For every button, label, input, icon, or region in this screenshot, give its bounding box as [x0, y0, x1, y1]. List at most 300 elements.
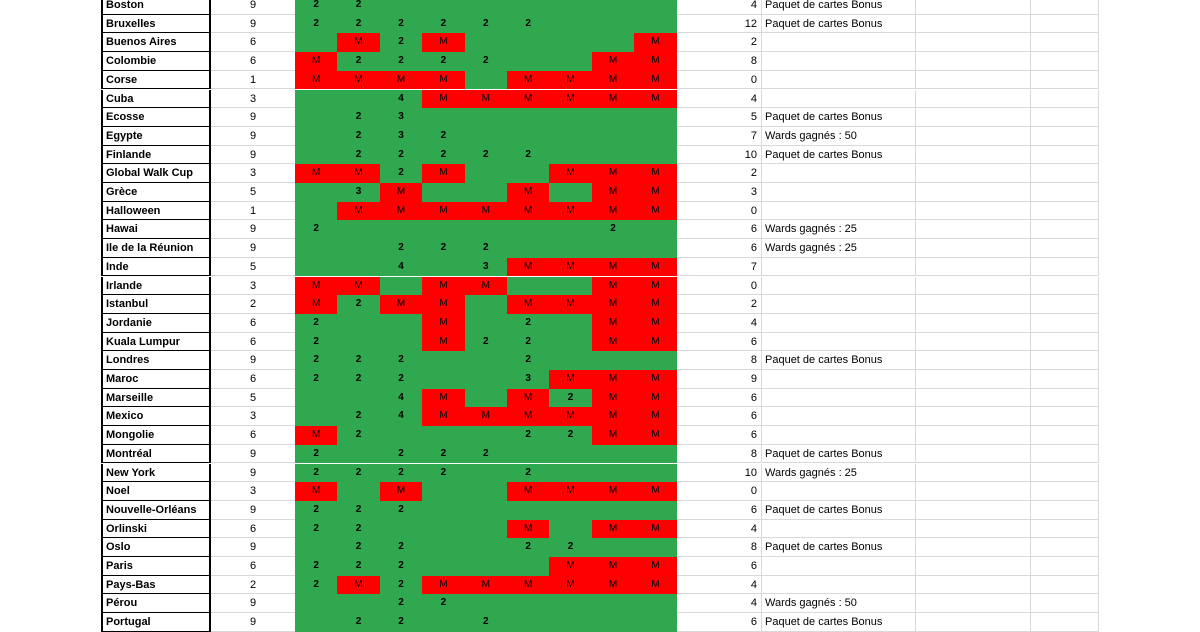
grid-cell-ok[interactable]: 2	[422, 464, 464, 483]
grid-cell-ok[interactable]	[592, 146, 634, 165]
grid-cell-ok[interactable]: 2	[507, 426, 549, 445]
reward-cell[interactable]: Paquet de cartes Bonus	[762, 351, 916, 370]
reward-cell[interactable]: Paquet de cartes Bonus	[762, 0, 916, 15]
empty-cell[interactable]	[1031, 258, 1099, 277]
reward-cell[interactable]	[762, 277, 916, 296]
country-name-cell[interactable]: Irlande	[101, 277, 211, 296]
grid-cell-missing[interactable]: M	[592, 482, 634, 501]
empty-cell[interactable]	[916, 239, 1031, 258]
grid-cell-ok[interactable]	[337, 239, 379, 258]
grid-cell-ok[interactable]	[295, 239, 337, 258]
reward-cell[interactable]: Wards gagnés : 25	[762, 220, 916, 239]
grid-cell-ok[interactable]	[634, 501, 676, 520]
grid-cell-missing[interactable]: M	[592, 426, 634, 445]
grid-cell-missing[interactable]: M	[295, 71, 337, 90]
grid-cell-ok[interactable]	[634, 0, 676, 15]
grid-cell-missing[interactable]: M	[592, 407, 634, 426]
grid-cell-ok[interactable]	[465, 220, 507, 239]
grid-cell-ok[interactable]	[295, 146, 337, 165]
grid-cell-missing[interactable]: M	[549, 576, 591, 595]
count-cell[interactable]: 9	[211, 220, 295, 239]
grid-cell-ok[interactable]	[549, 52, 591, 71]
grid-cell-ok[interactable]	[507, 52, 549, 71]
grid-cell-ok[interactable]	[507, 613, 549, 632]
grid-cell-missing[interactable]: M	[295, 482, 337, 501]
empty-cell[interactable]	[1031, 202, 1099, 221]
grid-cell-ok[interactable]	[380, 426, 422, 445]
grid-cell-missing[interactable]: M	[507, 202, 549, 221]
grid-cell-ok[interactable]	[465, 33, 507, 52]
grid-cell-ok[interactable]: 2	[380, 370, 422, 389]
grid-cell-missing[interactable]: M	[507, 71, 549, 90]
grid-cell-ok[interactable]	[465, 351, 507, 370]
grid-cell-ok[interactable]: 2	[380, 351, 422, 370]
total-cell[interactable]: 6	[677, 333, 762, 352]
count-cell[interactable]: 6	[211, 557, 295, 576]
empty-cell[interactable]	[916, 71, 1031, 90]
grid-cell-ok[interactable]: 2	[337, 370, 379, 389]
reward-cell[interactable]: Wards gagnés : 25	[762, 239, 916, 258]
empty-cell[interactable]	[916, 202, 1031, 221]
grid-cell-ok[interactable]: 2	[507, 333, 549, 352]
country-name-cell[interactable]: Mongolie	[101, 426, 211, 445]
empty-cell[interactable]	[1031, 389, 1099, 408]
grid-cell-missing[interactable]: M	[422, 407, 464, 426]
grid-cell-ok[interactable]: 2	[295, 314, 337, 333]
count-cell[interactable]: 3	[211, 482, 295, 501]
grid-cell-missing[interactable]: M	[295, 164, 337, 183]
country-name-cell[interactable]: Noel	[101, 482, 211, 501]
count-cell[interactable]: 5	[211, 258, 295, 277]
count-cell[interactable]: 3	[211, 277, 295, 296]
reward-cell[interactable]: Paquet de cartes Bonus	[762, 538, 916, 557]
empty-cell[interactable]	[916, 314, 1031, 333]
country-name-cell[interactable]: Jordanie	[101, 314, 211, 333]
country-name-cell[interactable]: Bruxelles	[101, 15, 211, 34]
grid-cell-missing[interactable]: M	[380, 183, 422, 202]
grid-cell-missing[interactable]: M	[592, 90, 634, 109]
empty-cell[interactable]	[916, 426, 1031, 445]
country-name-cell[interactable]: Londres	[101, 351, 211, 370]
grid-cell-ok[interactable]	[465, 557, 507, 576]
empty-cell[interactable]	[916, 108, 1031, 127]
grid-cell-ok[interactable]	[295, 108, 337, 127]
grid-cell-ok[interactable]	[549, 351, 591, 370]
count-cell[interactable]: 9	[211, 445, 295, 464]
count-cell[interactable]: 3	[211, 164, 295, 183]
empty-cell[interactable]	[1031, 333, 1099, 352]
empty-cell[interactable]	[916, 295, 1031, 314]
grid-cell-missing[interactable]: M	[422, 277, 464, 296]
grid-cell-missing[interactable]: M	[592, 520, 634, 539]
country-name-cell[interactable]: Pérou	[101, 594, 211, 613]
grid-cell-ok[interactable]	[465, 538, 507, 557]
grid-cell-missing[interactable]: M	[295, 52, 337, 71]
grid-cell-ok[interactable]	[592, 33, 634, 52]
grid-cell-ok[interactable]: 2	[507, 351, 549, 370]
empty-cell[interactable]	[1031, 314, 1099, 333]
grid-cell-ok[interactable]: 2	[337, 407, 379, 426]
grid-cell-ok[interactable]: 2	[295, 333, 337, 352]
reward-cell[interactable]	[762, 426, 916, 445]
grid-cell-ok[interactable]	[295, 127, 337, 146]
grid-cell-ok[interactable]: 4	[380, 407, 422, 426]
grid-cell-missing[interactable]: M	[592, 277, 634, 296]
total-cell[interactable]: 8	[677, 351, 762, 370]
empty-cell[interactable]	[1031, 52, 1099, 71]
grid-cell-ok[interactable]	[380, 333, 422, 352]
reward-cell[interactable]	[762, 482, 916, 501]
count-cell[interactable]: 6	[211, 426, 295, 445]
grid-cell-ok[interactable]: 2	[465, 15, 507, 34]
grid-cell-missing[interactable]: M	[634, 426, 676, 445]
grid-cell-ok[interactable]	[295, 407, 337, 426]
empty-cell[interactable]	[1031, 501, 1099, 520]
country-name-cell[interactable]: Montréal	[101, 445, 211, 464]
country-name-cell[interactable]: Buenos Aires	[101, 33, 211, 52]
count-cell[interactable]: 3	[211, 407, 295, 426]
grid-cell-ok[interactable]: 2	[507, 15, 549, 34]
grid-cell-ok[interactable]: 2	[337, 127, 379, 146]
grid-cell-ok[interactable]: 4	[380, 258, 422, 277]
grid-cell-ok[interactable]	[465, 464, 507, 483]
total-cell[interactable]: 6	[677, 220, 762, 239]
grid-cell-missing[interactable]: M	[295, 295, 337, 314]
total-cell[interactable]: 6	[677, 501, 762, 520]
empty-cell[interactable]	[916, 613, 1031, 632]
grid-cell-ok[interactable]	[549, 445, 591, 464]
grid-cell-ok[interactable]	[422, 520, 464, 539]
grid-cell-ok[interactable]	[549, 520, 591, 539]
grid-cell-ok[interactable]	[380, 0, 422, 15]
grid-cell-ok[interactable]: 2	[380, 445, 422, 464]
grid-cell-ok[interactable]: 4	[380, 389, 422, 408]
grid-cell-ok[interactable]: 2	[465, 52, 507, 71]
grid-cell-ok[interactable]	[549, 314, 591, 333]
empty-cell[interactable]	[916, 351, 1031, 370]
grid-cell-missing[interactable]: M	[465, 407, 507, 426]
grid-cell-ok[interactable]: 2	[295, 0, 337, 15]
reward-cell[interactable]: Paquet de cartes Bonus	[762, 445, 916, 464]
total-cell[interactable]: 7	[677, 127, 762, 146]
grid-cell-ok[interactable]	[422, 183, 464, 202]
grid-cell-missing[interactable]: M	[549, 295, 591, 314]
grid-cell-missing[interactable]: M	[634, 295, 676, 314]
grid-cell-ok[interactable]: 2	[380, 464, 422, 483]
grid-cell-ok[interactable]	[634, 146, 676, 165]
grid-cell-missing[interactable]: M	[422, 576, 464, 595]
total-cell[interactable]: 6	[677, 426, 762, 445]
empty-cell[interactable]	[1031, 482, 1099, 501]
count-cell[interactable]: 6	[211, 333, 295, 352]
grid-cell-missing[interactable]: M	[592, 295, 634, 314]
empty-cell[interactable]	[1031, 15, 1099, 34]
grid-cell-missing[interactable]: M	[422, 164, 464, 183]
grid-cell-ok[interactable]	[465, 370, 507, 389]
grid-cell-missing[interactable]: M	[337, 202, 379, 221]
grid-cell-ok[interactable]: 2	[337, 0, 379, 15]
grid-cell-ok[interactable]	[295, 33, 337, 52]
grid-cell-ok[interactable]: 2	[380, 613, 422, 632]
grid-cell-ok[interactable]	[507, 0, 549, 15]
grid-cell-missing[interactable]: M	[634, 52, 676, 71]
grid-cell-ok[interactable]	[549, 108, 591, 127]
empty-cell[interactable]	[916, 370, 1031, 389]
empty-cell[interactable]	[916, 52, 1031, 71]
country-name-cell[interactable]: Colombie	[101, 52, 211, 71]
grid-cell-ok[interactable]	[592, 464, 634, 483]
empty-cell[interactable]	[1031, 90, 1099, 109]
grid-cell-ok[interactable]	[465, 426, 507, 445]
total-cell[interactable]: 2	[677, 33, 762, 52]
grid-cell-missing[interactable]: M	[465, 277, 507, 296]
grid-cell-missing[interactable]: M	[507, 389, 549, 408]
grid-cell-missing[interactable]: M	[592, 71, 634, 90]
empty-cell[interactable]	[1031, 370, 1099, 389]
count-cell[interactable]: 9	[211, 15, 295, 34]
country-name-cell[interactable]: Kuala Lumpur	[101, 333, 211, 352]
grid-cell-ok[interactable]: 2	[507, 314, 549, 333]
grid-cell-ok[interactable]: 2	[422, 239, 464, 258]
total-cell[interactable]: 3	[677, 183, 762, 202]
grid-cell-ok[interactable]	[592, 501, 634, 520]
grid-cell-ok[interactable]: 4	[380, 90, 422, 109]
empty-cell[interactable]	[916, 482, 1031, 501]
reward-cell[interactable]	[762, 52, 916, 71]
grid-cell-ok[interactable]	[549, 594, 591, 613]
grid-cell-ok[interactable]: 2	[295, 501, 337, 520]
grid-cell-ok[interactable]	[592, 15, 634, 34]
count-cell[interactable]: 9	[211, 594, 295, 613]
country-name-cell[interactable]: Global Walk Cup	[101, 164, 211, 183]
grid-cell-ok[interactable]	[549, 464, 591, 483]
grid-cell-missing[interactable]: M	[549, 164, 591, 183]
grid-cell-ok[interactable]: 3	[380, 108, 422, 127]
count-cell[interactable]: 9	[211, 351, 295, 370]
grid-cell-ok[interactable]: 2	[295, 445, 337, 464]
total-cell[interactable]: 8	[677, 52, 762, 71]
grid-cell-ok[interactable]	[337, 445, 379, 464]
country-name-cell[interactable]: Boston	[101, 0, 211, 15]
grid-cell-ok[interactable]	[549, 183, 591, 202]
empty-cell[interactable]	[916, 538, 1031, 557]
grid-cell-ok[interactable]	[337, 90, 379, 109]
grid-cell-ok[interactable]: 2	[380, 501, 422, 520]
grid-cell-missing[interactable]: M	[337, 277, 379, 296]
reward-cell[interactable]: Paquet de cartes Bonus	[762, 501, 916, 520]
reward-cell[interactable]	[762, 576, 916, 595]
reward-cell[interactable]	[762, 71, 916, 90]
grid-cell-missing[interactable]: M	[337, 576, 379, 595]
reward-cell[interactable]: Paquet de cartes Bonus	[762, 613, 916, 632]
count-cell[interactable]: 9	[211, 108, 295, 127]
grid-cell-ok[interactable]	[592, 351, 634, 370]
total-cell[interactable]: 6	[677, 407, 762, 426]
grid-cell-ok[interactable]	[634, 15, 676, 34]
grid-cell-ok[interactable]	[592, 239, 634, 258]
count-cell[interactable]: 6	[211, 33, 295, 52]
grid-cell-ok[interactable]: 2	[380, 538, 422, 557]
grid-cell-ok[interactable]: 2	[337, 15, 379, 34]
grid-cell-ok[interactable]	[507, 445, 549, 464]
grid-cell-ok[interactable]	[422, 351, 464, 370]
grid-cell-ok[interactable]	[549, 220, 591, 239]
grid-cell-missing[interactable]: M	[634, 183, 676, 202]
grid-cell-missing[interactable]: M	[549, 370, 591, 389]
reward-cell[interactable]: Paquet de cartes Bonus	[762, 146, 916, 165]
grid-cell-ok[interactable]	[592, 594, 634, 613]
total-cell[interactable]: 6	[677, 239, 762, 258]
empty-cell[interactable]	[916, 127, 1031, 146]
empty-cell[interactable]	[916, 164, 1031, 183]
grid-cell-missing[interactable]: M	[422, 71, 464, 90]
country-name-cell[interactable]: Nouvelle-Orléans	[101, 501, 211, 520]
country-name-cell[interactable]: Grèce	[101, 183, 211, 202]
grid-cell-ok[interactable]	[634, 613, 676, 632]
grid-cell-ok[interactable]: 2	[465, 239, 507, 258]
count-cell[interactable]: 6	[211, 314, 295, 333]
grid-cell-missing[interactable]: M	[380, 482, 422, 501]
grid-cell-missing[interactable]: M	[507, 407, 549, 426]
grid-cell-missing[interactable]: M	[634, 258, 676, 277]
grid-cell-ok[interactable]	[634, 538, 676, 557]
grid-cell-ok[interactable]	[507, 501, 549, 520]
grid-cell-missing[interactable]: M	[465, 90, 507, 109]
empty-cell[interactable]	[916, 333, 1031, 352]
grid-cell-missing[interactable]: M	[549, 482, 591, 501]
grid-cell-ok[interactable]	[592, 613, 634, 632]
grid-cell-missing[interactable]: M	[422, 90, 464, 109]
total-cell[interactable]: 6	[677, 557, 762, 576]
grid-cell-missing[interactable]: M	[295, 277, 337, 296]
grid-cell-ok[interactable]	[549, 127, 591, 146]
grid-cell-ok[interactable]: 3	[465, 258, 507, 277]
grid-cell-ok[interactable]: 2	[337, 464, 379, 483]
grid-cell-ok[interactable]	[295, 538, 337, 557]
empty-cell[interactable]	[916, 183, 1031, 202]
grid-cell-missing[interactable]: M	[422, 314, 464, 333]
grid-cell-missing[interactable]: M	[422, 333, 464, 352]
grid-cell-missing[interactable]: M	[634, 407, 676, 426]
empty-cell[interactable]	[916, 520, 1031, 539]
grid-cell-ok[interactable]: 2	[422, 127, 464, 146]
grid-cell-missing[interactable]: M	[549, 557, 591, 576]
empty-cell[interactable]	[1031, 520, 1099, 539]
grid-cell-ok[interactable]	[465, 71, 507, 90]
grid-cell-ok[interactable]: 2	[337, 613, 379, 632]
reward-cell[interactable]: Paquet de cartes Bonus	[762, 15, 916, 34]
grid-cell-missing[interactable]: M	[295, 426, 337, 445]
total-cell[interactable]: 0	[677, 482, 762, 501]
grid-cell-ok[interactable]	[337, 220, 379, 239]
grid-cell-ok[interactable]	[634, 220, 676, 239]
reward-cell[interactable]	[762, 407, 916, 426]
grid-cell-ok[interactable]	[465, 520, 507, 539]
count-cell[interactable]: 6	[211, 52, 295, 71]
grid-cell-ok[interactable]	[465, 295, 507, 314]
reward-cell[interactable]	[762, 33, 916, 52]
grid-cell-ok[interactable]: 2	[295, 576, 337, 595]
total-cell[interactable]: 5	[677, 108, 762, 127]
count-cell[interactable]: 9	[211, 239, 295, 258]
total-cell[interactable]: 4	[677, 520, 762, 539]
grid-cell-ok[interactable]	[634, 594, 676, 613]
grid-cell-ok[interactable]	[337, 594, 379, 613]
total-cell[interactable]: 6	[677, 389, 762, 408]
empty-cell[interactable]	[916, 389, 1031, 408]
empty-cell[interactable]	[1031, 239, 1099, 258]
grid-cell-ok[interactable]	[592, 127, 634, 146]
grid-cell-ok[interactable]	[465, 108, 507, 127]
total-cell[interactable]: 4	[677, 0, 762, 15]
grid-cell-ok[interactable]: 2	[337, 295, 379, 314]
grid-cell-ok[interactable]	[507, 108, 549, 127]
grid-cell-ok[interactable]: 2	[380, 33, 422, 52]
reward-cell[interactable]	[762, 90, 916, 109]
grid-cell-ok[interactable]: 3	[337, 183, 379, 202]
grid-cell-ok[interactable]	[549, 239, 591, 258]
grid-cell-ok[interactable]: 2	[295, 220, 337, 239]
country-name-cell[interactable]: Orlinski	[101, 520, 211, 539]
country-name-cell[interactable]: Hawai	[101, 220, 211, 239]
grid-cell-ok[interactable]	[549, 333, 591, 352]
grid-cell-ok[interactable]	[422, 501, 464, 520]
grid-cell-missing[interactable]: M	[634, 164, 676, 183]
empty-cell[interactable]	[1031, 594, 1099, 613]
count-cell[interactable]: 9	[211, 0, 295, 15]
grid-cell-ok[interactable]	[295, 594, 337, 613]
empty-cell[interactable]	[916, 146, 1031, 165]
grid-cell-ok[interactable]	[422, 613, 464, 632]
grid-cell-missing[interactable]: M	[380, 295, 422, 314]
total-cell[interactable]: 4	[677, 576, 762, 595]
country-name-cell[interactable]: New York	[101, 464, 211, 483]
total-cell[interactable]: 4	[677, 90, 762, 109]
grid-cell-missing[interactable]: M	[592, 258, 634, 277]
country-name-cell[interactable]: Istanbul	[101, 295, 211, 314]
country-name-cell[interactable]: Egypte	[101, 127, 211, 146]
reward-cell[interactable]: Paquet de cartes Bonus	[762, 108, 916, 127]
grid-cell-missing[interactable]: M	[592, 389, 634, 408]
grid-cell-missing[interactable]: M	[592, 314, 634, 333]
count-cell[interactable]: 9	[211, 538, 295, 557]
grid-cell-ok[interactable]	[380, 314, 422, 333]
grid-cell-ok[interactable]	[422, 220, 464, 239]
empty-cell[interactable]	[1031, 445, 1099, 464]
country-name-cell[interactable]: Ecosse	[101, 108, 211, 127]
grid-cell-ok[interactable]	[422, 258, 464, 277]
country-name-cell[interactable]: Ile de la Réunion	[101, 239, 211, 258]
empty-cell[interactable]	[1031, 0, 1099, 15]
count-cell[interactable]: 1	[211, 202, 295, 221]
reward-cell[interactable]: Wards gagnés : 50	[762, 594, 916, 613]
empty-cell[interactable]	[1031, 277, 1099, 296]
grid-cell-ok[interactable]: 2	[295, 557, 337, 576]
grid-cell-ok[interactable]	[507, 239, 549, 258]
grid-cell-ok[interactable]	[634, 445, 676, 464]
country-name-cell[interactable]: Paris	[101, 557, 211, 576]
grid-cell-ok[interactable]	[634, 127, 676, 146]
empty-cell[interactable]	[916, 501, 1031, 520]
grid-cell-ok[interactable]: 2	[337, 52, 379, 71]
grid-cell-ok[interactable]: 2	[380, 52, 422, 71]
empty-cell[interactable]	[1031, 183, 1099, 202]
grid-cell-ok[interactable]	[422, 0, 464, 15]
empty-cell[interactable]	[1031, 613, 1099, 632]
grid-cell-ok[interactable]: 2	[380, 164, 422, 183]
grid-cell-ok[interactable]: 2	[337, 426, 379, 445]
grid-cell-missing[interactable]: M	[422, 202, 464, 221]
